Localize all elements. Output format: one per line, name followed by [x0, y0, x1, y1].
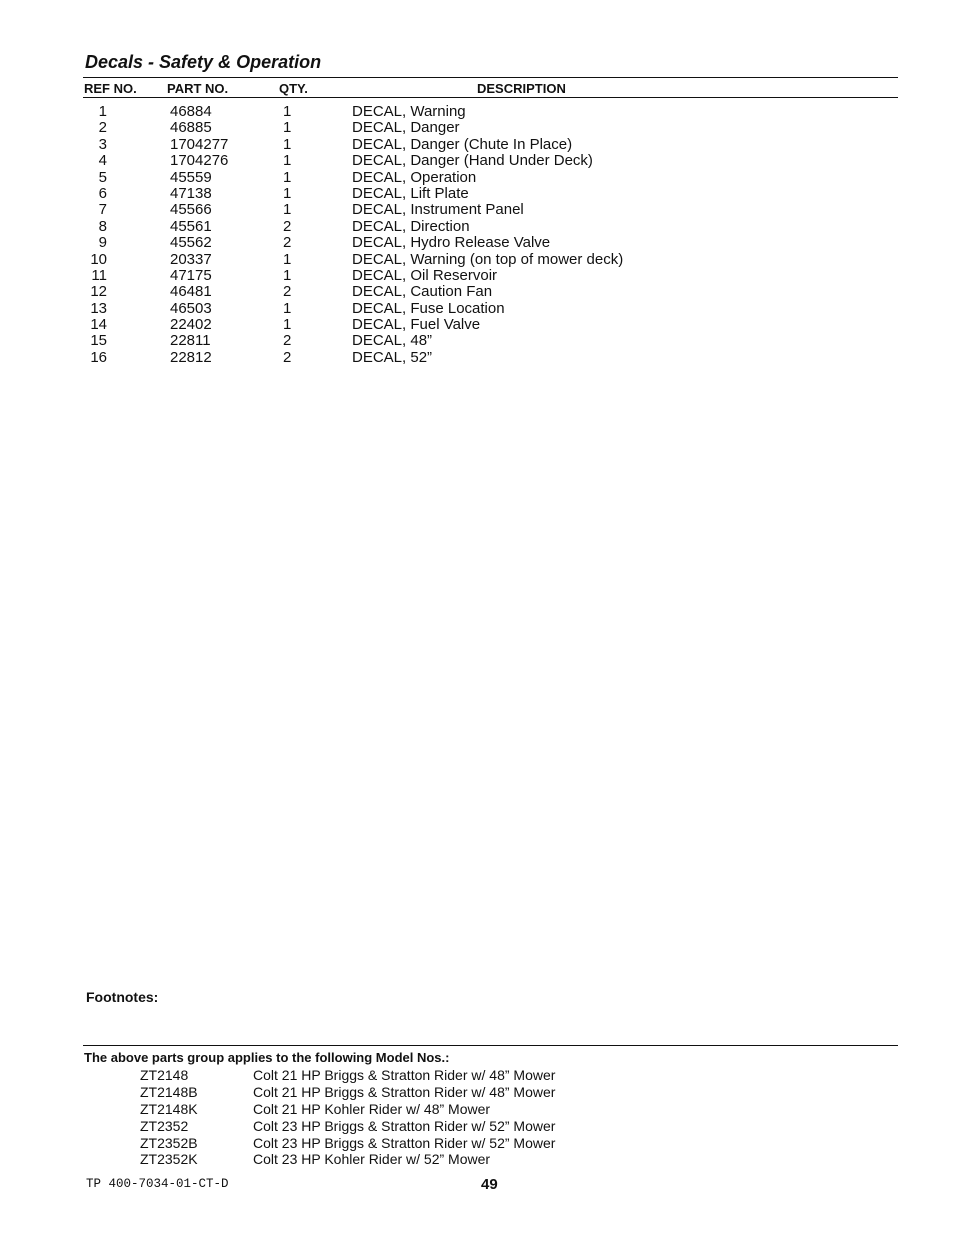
qty-cell: 1 — [283, 201, 292, 219]
part-no-cell: 22811 — [170, 332, 211, 350]
description-cell: DECAL, Lift Plate — [352, 184, 469, 202]
table-row — [0, 317, 954, 333]
ref-no-cell: 13 — [90, 299, 107, 317]
qty-cell: 2 — [283, 283, 292, 301]
table-row — [0, 268, 954, 284]
models-heading: The above parts group applies to the following Model Nos.: — [84, 1050, 450, 1065]
model-description: Colt 21 HP Briggs & Stratton Rider w/ 48” Mower — [253, 1083, 556, 1100]
column-header-qty: QTY. — [279, 81, 308, 96]
ref-no-cell: 12 — [90, 283, 107, 301]
description-cell: DECAL, Danger (Hand Under Deck) — [352, 152, 593, 170]
ref-no-cell: 3 — [98, 135, 107, 153]
description-cell: DECAL, Fuel Valve — [352, 316, 481, 334]
list-item — [0, 1118, 954, 1135]
table-row — [0, 235, 954, 251]
table-row — [0, 333, 954, 349]
description-cell: DECAL, Oil Reservoir — [352, 266, 498, 284]
ref-no-cell: 2 — [98, 119, 107, 137]
list-item — [0, 1084, 954, 1101]
qty-cell: 1 — [283, 266, 292, 284]
table-row — [0, 350, 954, 366]
list-item — [0, 1067, 954, 1084]
qty-cell: 1 — [283, 152, 292, 170]
page-number: 49 — [481, 1176, 498, 1193]
ref-no-cell: 10 — [90, 250, 107, 268]
part-no-cell: 45566 — [170, 201, 212, 219]
description-cell: DECAL, 48” — [352, 332, 433, 350]
model-number: ZT2148K — [140, 1100, 198, 1117]
model-list — [0, 1067, 954, 1168]
description-cell: DECAL, Warning — [352, 103, 466, 120]
qty-cell: 2 — [283, 217, 292, 235]
description-cell: DECAL, Hydro Release Valve — [352, 234, 551, 252]
description-cell: DECAL, Danger (Chute In Place) — [352, 135, 573, 153]
model-number: ZT2148B — [140, 1083, 198, 1100]
ref-no-cell: 16 — [90, 348, 107, 366]
column-header-ref-no: REF NO. — [84, 81, 137, 96]
part-no-cell: 46885 — [170, 119, 212, 137]
part-no-cell: 46503 — [170, 299, 212, 317]
ref-no-cell: 11 — [91, 266, 107, 284]
model-number: ZT2352 — [140, 1117, 189, 1134]
ref-no-cell: 15 — [90, 332, 107, 350]
description-cell: DECAL, Warning (on top of mower deck) — [352, 250, 624, 268]
description-cell: DECAL, Operation — [352, 168, 477, 186]
table-row — [0, 301, 954, 317]
table-row — [0, 170, 954, 186]
page-title: Decals - Safety & Operation — [85, 52, 322, 72]
table-row — [0, 137, 954, 153]
model-description: Colt 21 HP Briggs & Stratton Rider w/ 48” Mower — [253, 1067, 556, 1083]
ref-no-cell: 8 — [98, 217, 107, 235]
qty-cell: 2 — [283, 348, 292, 366]
table-row — [0, 186, 954, 202]
qty-cell: 1 — [283, 184, 292, 202]
models-divider — [83, 1045, 898, 1046]
model-number: ZT2148 — [140, 1067, 189, 1083]
model-description: Colt 23 HP Briggs & Stratton Rider w/ 52” Mower — [253, 1134, 556, 1151]
ref-no-cell: 7 — [98, 201, 107, 219]
ref-no-cell: 1 — [98, 103, 107, 120]
header-divider — [83, 97, 898, 98]
table-row — [0, 120, 954, 136]
part-no-cell: 45562 — [170, 234, 212, 252]
ref-no-cell: 5 — [98, 168, 107, 186]
part-no-cell: 46481 — [170, 283, 212, 301]
part-no-cell: 22812 — [170, 348, 212, 366]
part-no-cell: 46884 — [170, 103, 212, 120]
column-header-description: DESCRIPTION — [477, 81, 566, 96]
table-row — [0, 284, 954, 300]
table-row — [0, 104, 954, 120]
part-no-cell: 20337 — [170, 250, 212, 268]
part-no-cell: 45559 — [170, 168, 212, 186]
table-row — [0, 202, 954, 218]
part-no-cell: 47138 — [170, 184, 212, 202]
model-description: Colt 21 HP Kohler Rider w/ 48” Mower — [253, 1100, 491, 1117]
qty-cell: 1 — [283, 299, 292, 317]
description-cell: DECAL, Direction — [352, 217, 470, 235]
description-cell: DECAL, Instrument Panel — [352, 201, 524, 219]
table-row — [0, 219, 954, 235]
description-cell: DECAL, Danger — [352, 119, 460, 137]
ref-no-cell: 6 — [98, 184, 107, 202]
qty-cell: 2 — [283, 332, 292, 350]
table-row — [0, 153, 954, 169]
model-number: ZT2352B — [140, 1134, 198, 1151]
part-no-cell: 47175 — [170, 266, 212, 284]
column-header-part-no: PART NO. — [167, 81, 229, 96]
part-no-cell: 1704276 — [170, 152, 229, 170]
part-no-cell: 22402 — [170, 316, 212, 334]
qty-cell: 1 — [283, 135, 292, 153]
qty-cell: 1 — [283, 119, 292, 137]
qty-cell: 1 — [283, 250, 292, 268]
description-cell: DECAL, Fuse Location — [352, 299, 505, 317]
part-no-cell: 45561 — [170, 217, 212, 235]
table-row — [0, 252, 954, 268]
list-item — [0, 1135, 954, 1152]
qty-cell: 1 — [283, 316, 292, 334]
model-number: ZT2352K — [140, 1151, 198, 1168]
qty-cell: 1 — [283, 103, 292, 120]
description-cell: DECAL, 52” — [352, 348, 433, 366]
model-description: Colt 23 HP Briggs & Stratton Rider w/ 52” Mower — [253, 1117, 556, 1134]
footnotes-label: Footnotes: — [86, 989, 159, 1005]
qty-cell: 2 — [283, 234, 292, 252]
ref-no-cell: 4 — [98, 152, 107, 170]
list-item — [0, 1151, 954, 1168]
document-number: TP 400-7034-01-CT-D — [86, 1177, 229, 1191]
ref-no-cell: 14 — [90, 316, 107, 334]
qty-cell: 1 — [283, 168, 292, 186]
parts-table — [0, 104, 954, 366]
title-divider — [83, 77, 898, 78]
part-no-cell: 1704277 — [170, 135, 229, 153]
description-cell: DECAL, Caution Fan — [352, 283, 493, 301]
ref-no-cell: 9 — [98, 234, 107, 252]
list-item — [0, 1101, 954, 1118]
model-description: Colt 23 HP Kohler Rider w/ 52” Mower — [253, 1151, 491, 1168]
